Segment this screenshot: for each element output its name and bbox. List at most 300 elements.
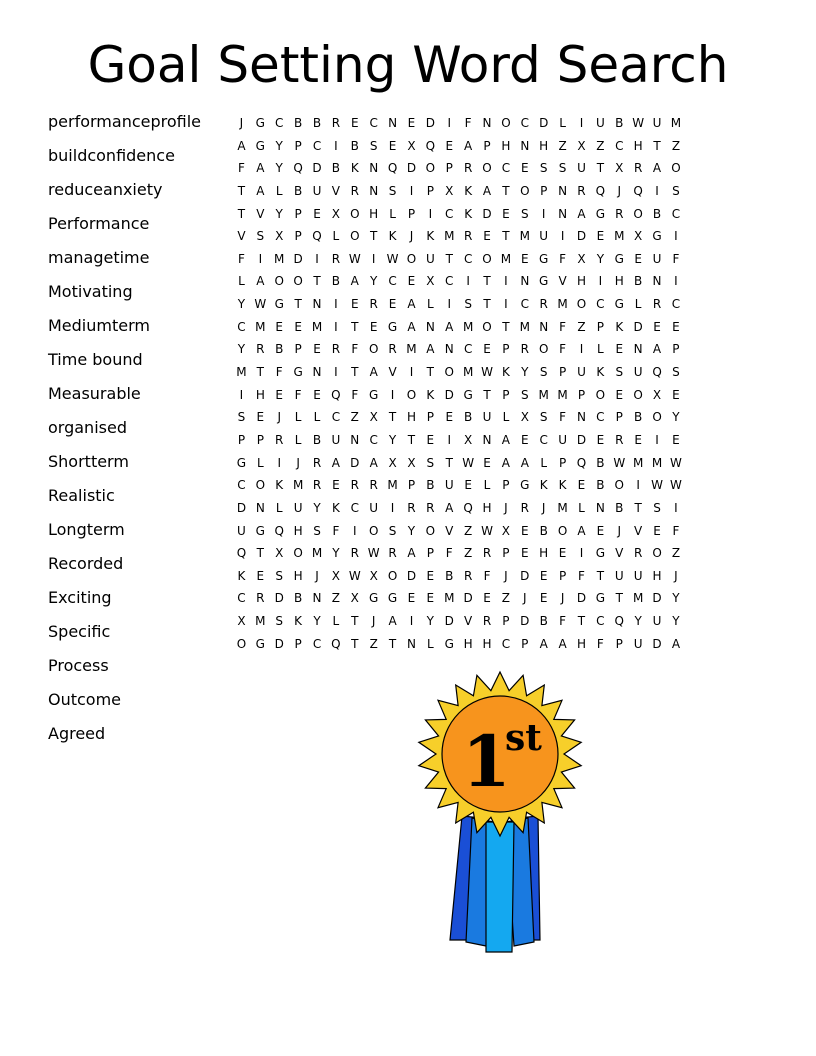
grid-letter: E	[426, 432, 435, 447]
grid-letter: V	[237, 229, 246, 244]
grid-letter: T	[256, 546, 264, 561]
grid-letter: P	[502, 387, 510, 402]
grid-letter: B	[615, 116, 624, 130]
grid-letter: D	[652, 591, 662, 606]
grid-letter: X	[331, 568, 341, 583]
grid-letter: G	[652, 229, 662, 244]
grid-letter: I	[655, 183, 659, 198]
grid-letter: B	[312, 116, 322, 130]
word-list-item: Agreed	[48, 724, 106, 743]
grid-letter: C	[445, 274, 454, 289]
grid-letter: F	[332, 523, 340, 538]
grid-letter: F	[559, 342, 567, 357]
grid-letter: B	[294, 591, 303, 606]
grid-letter: X	[577, 251, 586, 266]
grid-letter: N	[312, 297, 322, 312]
grid-letter: D	[312, 161, 322, 176]
word-list	[48, 111, 201, 757]
grid-letter: N	[482, 116, 492, 130]
grid-letter: K	[464, 206, 473, 221]
grid-letter: H	[293, 568, 303, 583]
grid-letter: B	[426, 478, 435, 493]
grid-letter: L	[578, 500, 585, 515]
grid-letter: E	[407, 591, 416, 606]
grid-letter: J	[315, 568, 319, 583]
grid-letter: I	[428, 206, 433, 221]
grid-letter: T	[596, 568, 605, 583]
grid-letter: E	[256, 410, 265, 425]
grid-letter: Z	[464, 523, 473, 538]
grid-letter: L	[275, 500, 283, 515]
grid-row	[232, 180, 685, 203]
grid-letter: Y	[634, 614, 642, 629]
grid-letter: R	[463, 229, 473, 244]
grid-letter: N	[444, 342, 454, 357]
grid-letter: Y	[426, 614, 435, 629]
grid-row	[232, 384, 685, 407]
grid-letter: G	[255, 523, 265, 538]
grid-letter: Y	[313, 500, 321, 515]
grid-letter: W	[669, 455, 682, 470]
grid-letter: K	[294, 614, 303, 629]
grid-letter: P	[540, 183, 548, 198]
grid-letter: A	[350, 274, 359, 289]
grid-letter: U	[312, 183, 322, 198]
grid-letter: T	[237, 206, 246, 221]
grid-letter: W	[367, 546, 380, 561]
grid-row	[232, 452, 685, 475]
grid-letter: X	[520, 410, 529, 425]
grid-letter: L	[275, 183, 283, 198]
grid-letter: A	[407, 319, 416, 334]
grid-letter: O	[274, 274, 284, 289]
grid-letter: M	[500, 251, 512, 266]
grid-letter: C	[671, 297, 681, 312]
grid-letter: D	[406, 161, 417, 176]
grid-letter: Z	[331, 591, 341, 606]
grid-letter: H	[576, 274, 586, 289]
grid-letter: L	[502, 410, 510, 425]
grid-letter: E	[313, 342, 321, 357]
grid-letter: G	[614, 297, 624, 312]
grid-letter: P	[426, 183, 434, 198]
grid-letter: I	[409, 365, 414, 380]
grid-letter: I	[239, 387, 244, 402]
grid-letter: Y	[672, 410, 680, 425]
grid-letter: Q	[614, 614, 624, 629]
grid-letter: Q	[274, 523, 284, 538]
grid-letter: E	[388, 138, 397, 153]
grid-letter: D	[576, 432, 587, 447]
grid-letter: I	[334, 319, 338, 334]
grid-letter: T	[388, 636, 397, 651]
grid-letter: M	[670, 116, 682, 130]
grid-letter: K	[426, 229, 435, 244]
grid-letter: C	[520, 297, 529, 312]
grid-letter: U	[444, 478, 454, 493]
grid-letter: W	[386, 251, 399, 266]
grid-letter: L	[559, 116, 566, 130]
grid-letter: E	[577, 478, 586, 493]
grid-letter: S	[426, 455, 435, 470]
grid-letter: R	[652, 297, 662, 312]
grid-letter: T	[351, 319, 359, 334]
grid-letter: L	[294, 410, 302, 425]
grid-letter: R	[350, 478, 359, 493]
grid-letter: P	[558, 568, 567, 583]
grid-letter: T	[351, 636, 359, 651]
grid-letter: L	[332, 614, 340, 629]
grid-letter: R	[256, 591, 265, 606]
grid-letter: E	[275, 387, 284, 402]
grid-letter: E	[464, 478, 472, 493]
grid-letter: G	[255, 138, 265, 153]
ribbon-graphic	[410, 666, 590, 958]
grid-letter: B	[331, 161, 341, 176]
grid-row	[232, 248, 685, 271]
grid-letter: I	[409, 614, 414, 629]
grid-letter: C	[331, 410, 341, 425]
grid-letter: D	[444, 614, 454, 629]
grid-letter: O	[482, 251, 492, 266]
grid-letter: I	[598, 274, 603, 289]
grid-letter: D	[482, 206, 492, 221]
grid-letter: I	[674, 274, 678, 289]
grid-letter: J	[674, 568, 678, 583]
grid-letter: S	[672, 365, 680, 380]
grid-letter: S	[237, 410, 246, 425]
grid-letter: X	[464, 432, 473, 447]
grid-letter: B	[615, 500, 624, 515]
grid-letter: C	[596, 614, 605, 629]
grid-letter: U	[633, 365, 643, 380]
grid-letter: F	[672, 251, 680, 266]
page-title: Goal Setting Word Search	[87, 36, 729, 94]
grid-letter: L	[634, 297, 642, 312]
grid-letter: M	[519, 229, 530, 244]
grid-letter: P	[615, 636, 623, 651]
grid-letter: E	[313, 387, 321, 402]
grid-letter: Q	[652, 365, 662, 380]
grid-letter: I	[390, 500, 395, 515]
grid-letter: R	[369, 297, 378, 312]
grid-letter: I	[579, 342, 584, 357]
grid-letter: R	[388, 546, 397, 561]
grid-letter: M	[632, 591, 644, 606]
grid-letter: R	[350, 183, 359, 198]
grid-letter: P	[502, 546, 510, 561]
grid-letter: K	[275, 478, 284, 493]
grid-letter: O	[293, 546, 303, 561]
grid-letter: I	[447, 116, 452, 130]
grid-letter: T	[388, 410, 397, 425]
grid-letter: O	[614, 478, 624, 493]
grid-letter: L	[483, 478, 491, 493]
first-place-ribbon-icon	[410, 666, 590, 958]
grid-letter: O	[652, 546, 662, 561]
grid-letter: C	[388, 274, 397, 289]
grid-letter: M	[255, 319, 266, 334]
word-list-item: Exciting	[48, 588, 112, 607]
grid-letter: N	[350, 432, 360, 447]
grid-letter: Y	[388, 432, 397, 447]
word-list-item: Motivating	[48, 282, 133, 301]
grid-letter: P	[407, 206, 416, 221]
grid-letter: K	[558, 478, 567, 493]
grid-letter: D	[539, 116, 549, 130]
grid-letter: H	[539, 546, 549, 561]
grid-letter: G	[293, 365, 303, 380]
grid-letter: A	[407, 546, 416, 561]
grid-letter: B	[464, 410, 473, 425]
grid-letter: E	[369, 319, 378, 334]
grid-letter: T	[313, 274, 321, 289]
word-list-item: Process	[48, 656, 109, 675]
grid-letter: R	[350, 546, 359, 561]
grid-letter: N	[595, 500, 605, 515]
grid-letter: T	[483, 297, 491, 312]
grid-letter: G	[387, 591, 398, 606]
grid-letter: P	[558, 365, 567, 380]
grid-letter: N	[388, 116, 398, 130]
grid-letter: C	[501, 636, 511, 651]
grid-letter: O	[652, 410, 662, 425]
grid-letter: O	[425, 523, 436, 538]
grid-letter: R	[482, 546, 492, 561]
grid-letter: I	[579, 546, 584, 561]
grid-letter: Z	[558, 138, 567, 153]
word-list-item: Specific	[48, 622, 111, 641]
grid-letter: C	[463, 342, 473, 357]
grid-letter: S	[388, 183, 397, 198]
grid-letter: I	[541, 206, 546, 221]
grid-letter: F	[559, 251, 567, 266]
grid-letter: X	[445, 183, 454, 198]
grid-letter: I	[466, 274, 470, 289]
grid-letter: G	[444, 636, 454, 651]
grid-row	[232, 474, 685, 497]
grid-letter: S	[558, 161, 567, 176]
grid-letter: Y	[672, 614, 680, 629]
grid-letter: X	[615, 161, 624, 176]
grid-letter: N	[425, 319, 435, 334]
grid-letter: B	[596, 478, 605, 493]
grid-letter: U	[577, 365, 586, 380]
grid-letter: N	[558, 183, 568, 198]
grid-letter: D	[576, 229, 587, 244]
grid-letter: A	[652, 342, 662, 357]
grid-letter: C	[501, 161, 511, 176]
grid-letter: R	[520, 342, 529, 357]
grid-letter: C	[312, 138, 322, 153]
grid-letter: X	[501, 523, 511, 538]
grid-letter: A	[426, 342, 435, 357]
grid-letter: E	[445, 410, 454, 425]
grid-letter: S	[539, 365, 548, 380]
grid-letter: B	[331, 274, 341, 289]
grid-letter: E	[445, 138, 454, 153]
grid-letter: O	[633, 206, 643, 221]
grid-letter: C	[596, 297, 605, 312]
grid-letter: E	[313, 206, 321, 221]
grid-letter: P	[483, 138, 491, 153]
grid-letter: F	[559, 614, 567, 629]
grid-letter: C	[237, 319, 246, 334]
grid-letter: V	[256, 206, 265, 221]
grid-letter: L	[427, 636, 434, 651]
grid-letter: G	[463, 387, 473, 402]
grid-letter: B	[294, 183, 303, 198]
grid-letter: H	[652, 568, 662, 583]
grid-letter: Q	[425, 138, 436, 153]
grid-letter: E	[653, 523, 661, 538]
grid-letter: E	[672, 319, 680, 334]
grid-letter: K	[615, 319, 624, 334]
grid-letter: U	[558, 432, 567, 447]
grid-letter: P	[294, 206, 302, 221]
grid-letter: X	[275, 546, 284, 561]
grid-letter: N	[520, 274, 530, 289]
grid-letter: D	[293, 251, 303, 266]
grid-letter: C	[237, 478, 246, 493]
grid-letter: Z	[350, 410, 359, 425]
grid-letter: O	[482, 319, 492, 334]
grid-letter: S	[388, 523, 397, 538]
grid-letter: I	[636, 478, 640, 493]
grid-letter: Q	[463, 500, 473, 515]
grid-letter: T	[615, 591, 623, 606]
grid-letter: T	[502, 229, 510, 244]
grid-letter: X	[331, 206, 341, 221]
grid-letter: Z	[671, 546, 681, 561]
grid-letter: E	[407, 274, 416, 289]
grid-letter: S	[539, 161, 548, 176]
grid-letter: T	[653, 138, 661, 153]
word-list-item: Outcome	[48, 690, 122, 709]
grid-letter: K	[539, 478, 548, 493]
grid-letter: D	[274, 591, 284, 606]
grid-letter: S	[275, 568, 284, 583]
grid-letter: E	[596, 523, 605, 538]
grid-letter: B	[312, 432, 322, 447]
grid-letter: A	[558, 636, 567, 651]
medal-number: 1	[462, 720, 511, 803]
grid-letter: L	[427, 297, 434, 312]
grid-letter: F	[294, 387, 302, 402]
grid-letter: A	[501, 455, 511, 470]
grid-letter: H	[614, 274, 624, 289]
grid-letter: M	[292, 478, 304, 493]
grid-row	[232, 338, 685, 361]
grid-letter: V	[388, 365, 397, 380]
grid-letter: O	[350, 206, 360, 221]
grid-letter: Z	[596, 138, 605, 153]
grid-letter: T	[577, 614, 586, 629]
grid-row	[232, 565, 685, 588]
grid-letter: D	[425, 116, 435, 130]
grid-letter: A	[520, 455, 529, 470]
grid-letter: E	[483, 342, 491, 357]
grid-letter: X	[350, 591, 359, 606]
grid-letter: B	[652, 206, 662, 221]
grid-letter: P	[521, 636, 529, 651]
grid-letter: A	[577, 523, 586, 538]
grid-letter: T	[407, 432, 416, 447]
grid-letter: I	[353, 523, 357, 538]
grid-letter: I	[447, 432, 452, 447]
grid-letter: B	[596, 455, 605, 470]
grid-letter: X	[577, 138, 586, 153]
grid-letter: M	[632, 455, 644, 470]
grid-letter: F	[445, 546, 453, 561]
grid-letter: E	[521, 546, 529, 561]
grid-letter: D	[274, 636, 284, 651]
grid-letter: M	[311, 319, 323, 334]
grid-row	[232, 135, 685, 158]
grid-letter: O	[368, 342, 379, 357]
grid-letter: R	[615, 432, 624, 447]
grid-letter: N	[312, 365, 322, 380]
grid-letter: T	[351, 365, 359, 380]
grid-letter: M	[538, 387, 549, 402]
grid-letter: A	[539, 636, 548, 651]
letter-grid	[232, 112, 685, 655]
grid-letter: U	[577, 161, 586, 176]
grid-row	[232, 406, 685, 429]
grid-letter: C	[275, 116, 284, 130]
grid-letter: A	[501, 432, 511, 447]
grid-letter: G	[595, 591, 606, 606]
grid-letter: O	[501, 116, 511, 130]
grid-letter: B	[634, 274, 643, 289]
grid-letter: S	[615, 365, 624, 380]
grid-letter: G	[255, 636, 265, 651]
grid-letter: J	[541, 500, 546, 515]
grid-letter: Q	[331, 387, 341, 402]
grid-letter: A	[445, 319, 454, 334]
grid-letter: A	[237, 138, 246, 153]
grid-letter: R	[369, 478, 378, 493]
grid-letter: G	[387, 319, 398, 334]
grid-letter: O	[671, 161, 681, 176]
grid-letter: X	[369, 410, 378, 425]
grid-letter: S	[275, 614, 284, 629]
grid-letter: J	[277, 410, 281, 425]
grid-letter: V	[634, 523, 643, 538]
grid-letter: P	[577, 387, 586, 402]
grid-letter: A	[445, 500, 454, 515]
grid-row	[232, 633, 685, 656]
grid-letter: X	[388, 455, 397, 470]
grid-letter: R	[615, 206, 624, 221]
grid-letter: N	[406, 636, 416, 651]
word-list-item: performanceprofile	[48, 112, 202, 131]
grid-letter: C	[539, 432, 548, 447]
grid-letter: T	[445, 251, 453, 266]
grid-letter: Q	[293, 161, 303, 176]
grid-letter: A	[256, 274, 265, 289]
grid-letter: W	[669, 478, 682, 493]
grid-letter: W	[481, 523, 493, 538]
grid-letter: M	[519, 319, 530, 334]
grid-letter: E	[407, 116, 416, 130]
grid-letter: X	[407, 455, 416, 470]
grid-letter: O	[444, 365, 454, 380]
grid-letter: J	[371, 614, 376, 629]
grid-letter: R	[463, 161, 473, 176]
grid-letter: N	[369, 161, 379, 176]
grid-letter: Y	[370, 274, 378, 289]
